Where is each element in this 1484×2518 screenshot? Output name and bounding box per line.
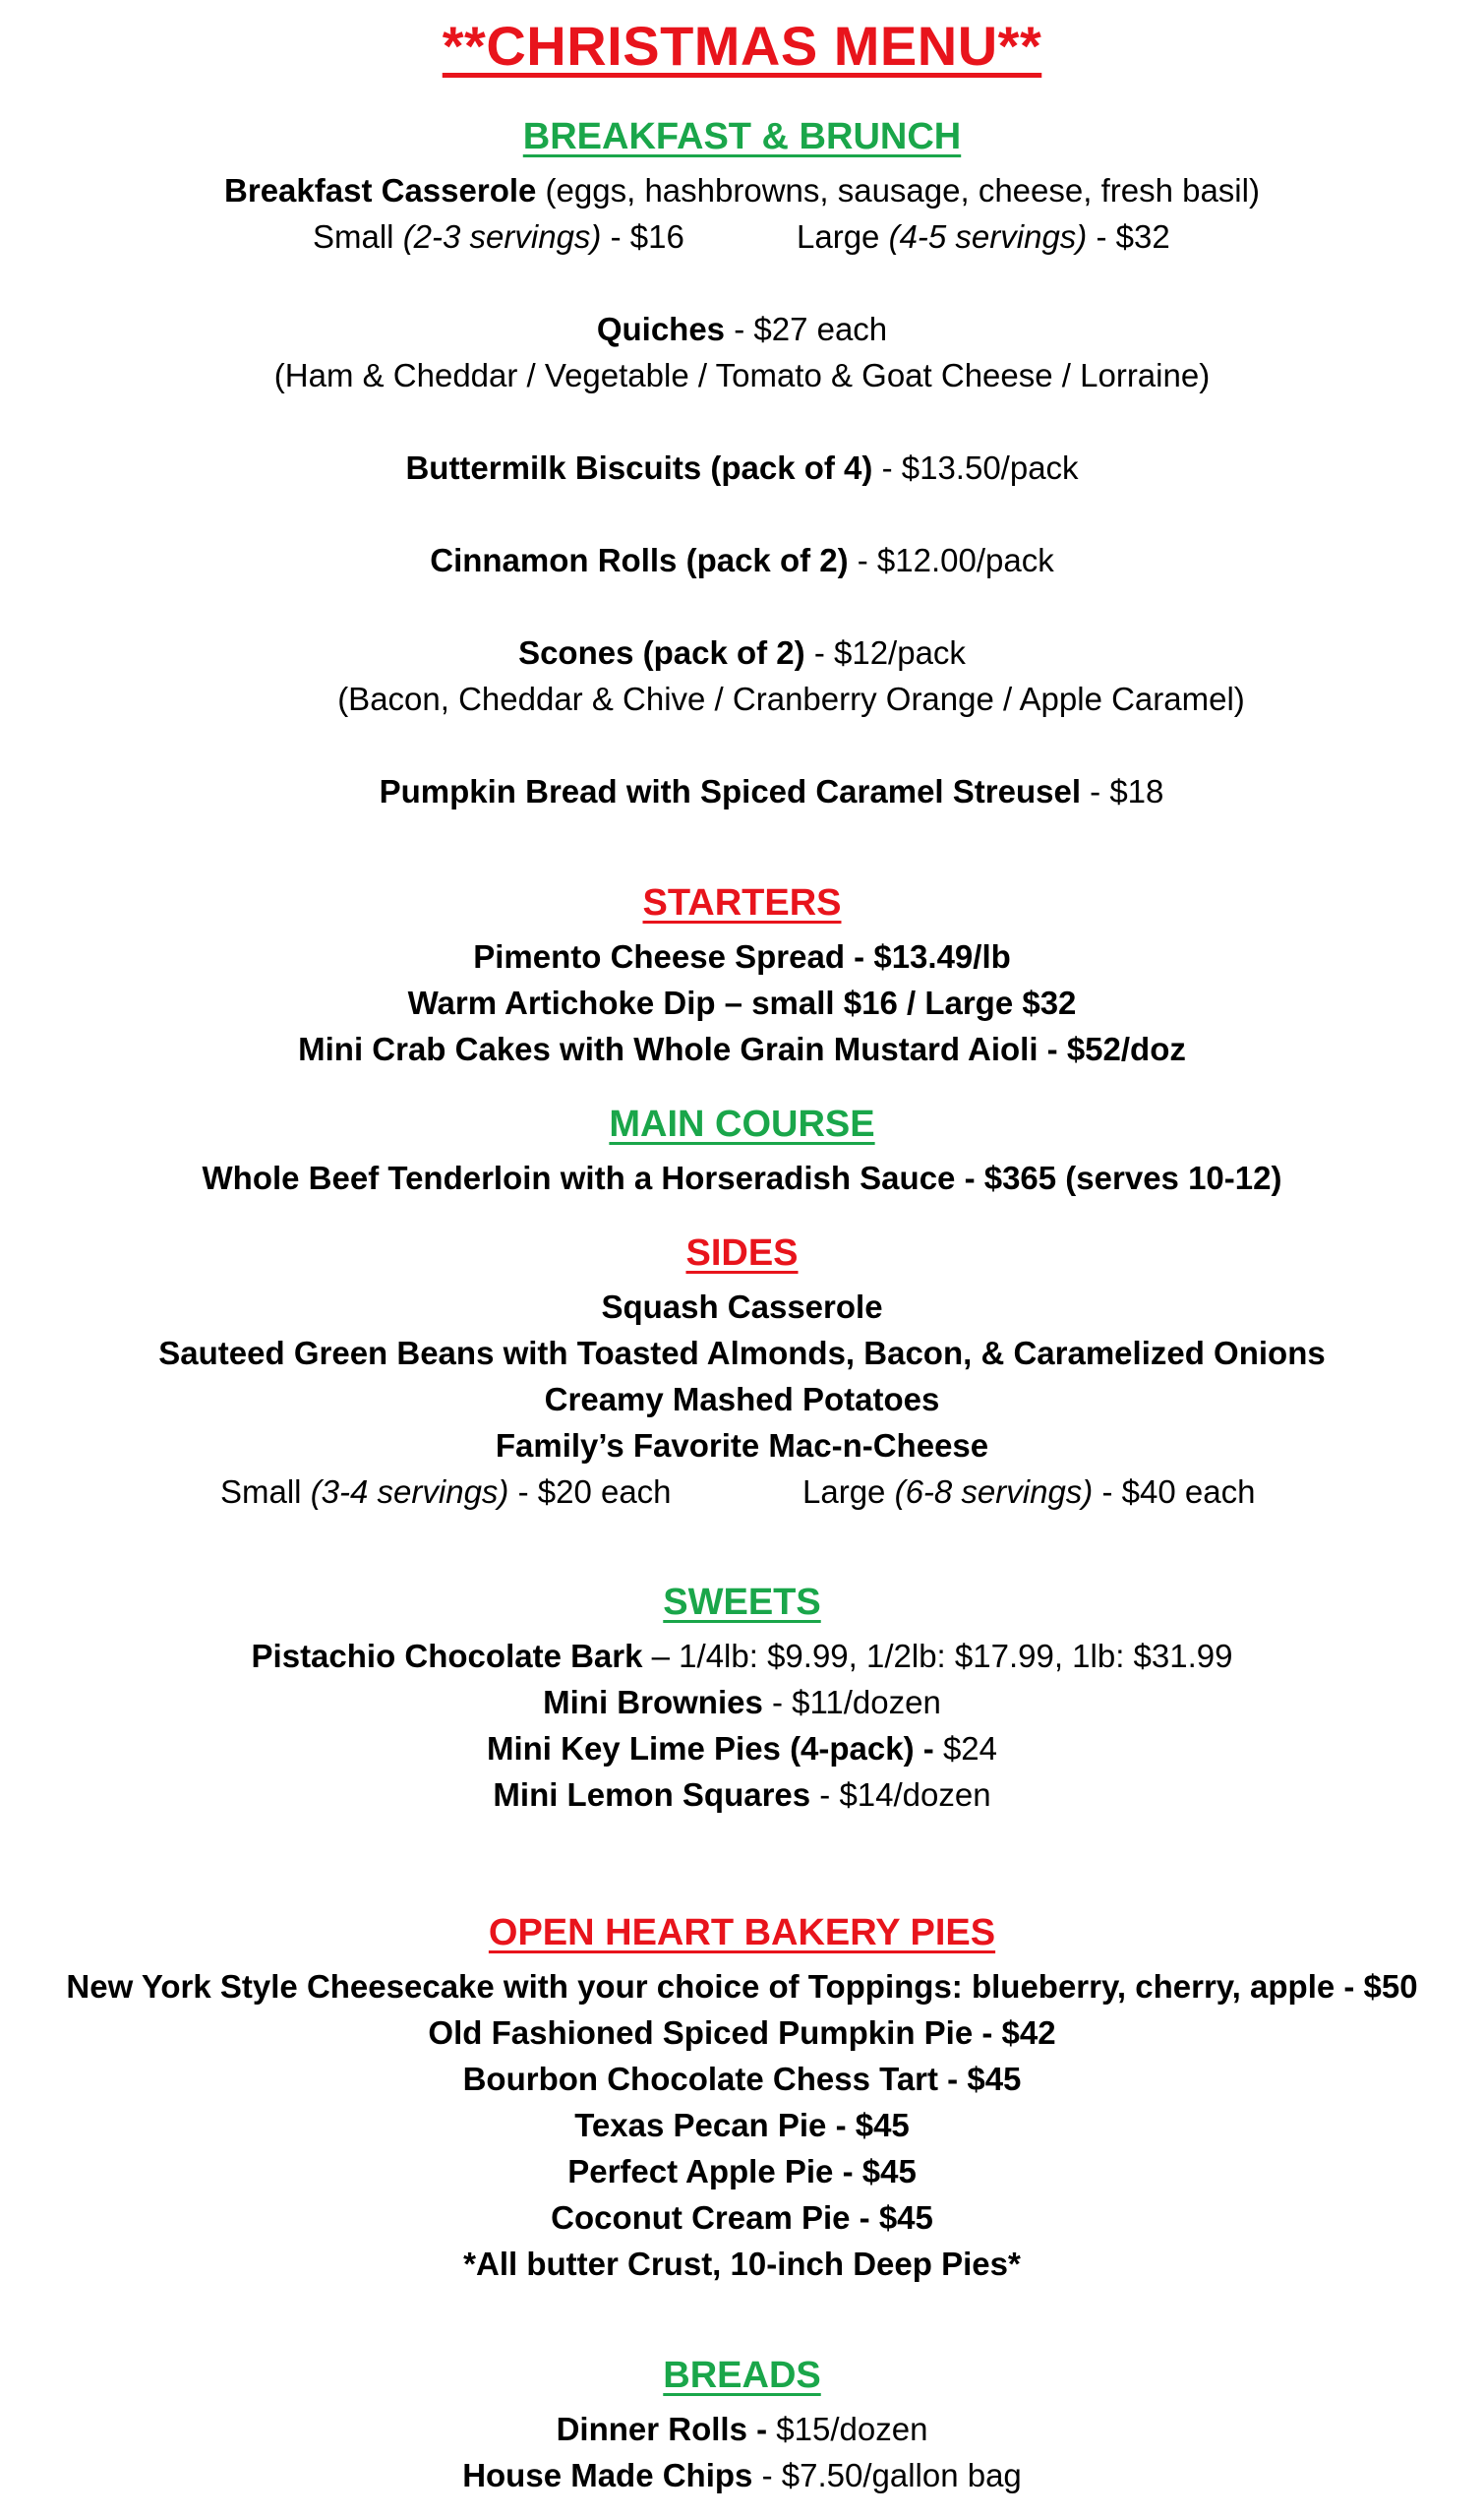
dinner-rolls-name: Dinner Rolls -	[556, 2411, 768, 2447]
biscuits-price: - $13.50/pack	[872, 450, 1079, 486]
pie-item: Old Fashioned Spiced Pumpkin Pie - $42	[428, 2014, 1056, 2051]
small-price: - $16	[601, 218, 684, 255]
cinnamon-rolls-price: - $12.00/pack	[848, 542, 1054, 578]
scones-name: Scones (pack of 2)	[518, 634, 805, 671]
heading-breakfast-brunch: BREAKFAST & BRUNCH	[522, 116, 962, 157]
scones	[0, 633, 1484, 673]
pumpkin-bread-name: Pumpkin Bread with Spiced Caramel Streusel	[379, 773, 1081, 809]
sides-large-option	[802, 1472, 1255, 1512]
mini-lemon-squares	[0, 1775, 1484, 1815]
lemon-name: Mini Lemon Squares	[493, 1776, 811, 1813]
pie-note: *All butter Crust, 10-inch Deep Pies*	[463, 2246, 1021, 2282]
large-servings: (4-5 servings)	[888, 218, 1088, 255]
mini-key-lime-pies	[0, 1729, 1484, 1769]
chips-price: - $7.50/gallon bag	[752, 2457, 1022, 2493]
buttermilk-biscuits	[0, 449, 1484, 488]
large-price: - $32	[1087, 218, 1170, 255]
pistachio-bark	[0, 1637, 1484, 1676]
scones-price: - $12/pack	[804, 634, 966, 671]
brownies-name: Mini Brownies	[543, 1684, 763, 1720]
heading-breads: BREADS	[663, 2355, 821, 2396]
side-item: Creamy Mashed Potatoes	[544, 1381, 940, 1417]
dinner-rolls	[0, 2410, 1484, 2449]
sides-large-servings: (6-8 servings)	[894, 1473, 1094, 1510]
sides-small-servings: (3-4 servings)	[310, 1473, 509, 1510]
casserole-small-option	[313, 217, 684, 257]
scones-flavors: (Bacon, Cheddar & Chive / Cranberry Orange / Apple Caramel)	[337, 681, 1245, 717]
pie-item: Texas Pecan Pie - $45	[574, 2107, 910, 2143]
pumpkin-bread-price: - $18	[1081, 773, 1164, 809]
lemon-price: - $14/dozen	[810, 1776, 991, 1813]
side-item: Family’s Favorite Mac-n-Cheese	[495, 1427, 989, 1464]
pie-item: Perfect Apple Pie - $45	[567, 2153, 917, 2189]
quiches-name: Quiches	[596, 311, 726, 347]
quiches	[0, 310, 1484, 349]
side-item: Squash Casserole	[601, 1289, 883, 1325]
menu-title: **CHRISTMAS MENU**	[442, 15, 1042, 77]
pie-item: Coconut Cream Pie - $45	[551, 2199, 933, 2236]
starter-item: Mini Crab Cakes with Whole Grain Mustard Aioli - $52/doz	[298, 1031, 1186, 1067]
brownies-price: - $11/dozen	[762, 1684, 941, 1720]
breakfast-casserole-desc: (eggs, hashbrowns, sausage, cheese, fresh basil)	[536, 172, 1260, 209]
sides-small-price: - $20 each	[508, 1473, 672, 1510]
sides-large-price: - $40 each	[1093, 1473, 1256, 1510]
sides-large-label: Large	[802, 1473, 895, 1510]
breakfast-casserole-name: Breakfast Casserole	[224, 172, 537, 209]
keylime-price: $24	[933, 1730, 998, 1767]
quiches-price: - $27 each	[725, 311, 888, 347]
mini-brownies	[0, 1683, 1484, 1722]
sides-small-label: Small	[220, 1473, 311, 1510]
pumpkin-bread	[30, 772, 1484, 811]
heading-main-course: MAIN COURSE	[609, 1104, 875, 1145]
bark-name: Pistachio Chocolate Bark	[251, 1638, 643, 1674]
large-label: Large	[797, 218, 889, 255]
small-servings: (2-3 servings)	[402, 218, 602, 255]
cinnamon-rolls-name: Cinnamon Rolls (pack of 2)	[430, 542, 849, 578]
small-label: Small	[313, 218, 403, 255]
cinnamon-rolls	[0, 541, 1484, 580]
starter-item: Warm Artichoke Dip – small $16 / Large $32	[407, 985, 1077, 1021]
chips-name: House Made Chips	[462, 2457, 753, 2493]
main-course-item: Whole Beef Tenderloin with a Horseradish Sauce - $365 (serves 10-12)	[202, 1160, 1282, 1196]
side-item: Sauteed Green Beans with Toasted Almonds, Bacon, & Caramelized Onions	[158, 1335, 1326, 1371]
starter-item: Pimento Cheese Spread - $13.49/lb	[473, 938, 1011, 975]
heading-bakery-pies: OPEN HEART BAKERY PIES	[488, 1912, 996, 1953]
keylime-name: Mini Key Lime Pies (4-pack) -	[486, 1730, 934, 1767]
heading-starters: STARTERS	[642, 882, 842, 924]
pie-item: New York Style Cheesecake with your choice of Toppings: blueberry, cherry, apple - $50	[66, 1968, 1418, 2005]
sides-small-option	[220, 1472, 672, 1512]
pie-item: Bourbon Chocolate Chess Tart - $45	[462, 2061, 1022, 2097]
dinner-rolls-price: $15/dozen	[767, 2411, 928, 2447]
casserole-large-option	[797, 217, 1170, 257]
quiches-flavors: (Ham & Cheddar / Vegetable / Tomato & Goat Cheese / Lorraine)	[273, 357, 1211, 393]
biscuits-name: Buttermilk Biscuits (pack of 4)	[405, 450, 873, 486]
heading-sweets: SWEETS	[663, 1582, 821, 1623]
breakfast-casserole	[0, 171, 1484, 210]
house-made-chips	[0, 2456, 1484, 2495]
heading-sides: SIDES	[685, 1232, 799, 1274]
bark-price: – 1/4lb: $9.99, 1/2lb: $17.99, 1lb: $31.99	[642, 1638, 1233, 1674]
